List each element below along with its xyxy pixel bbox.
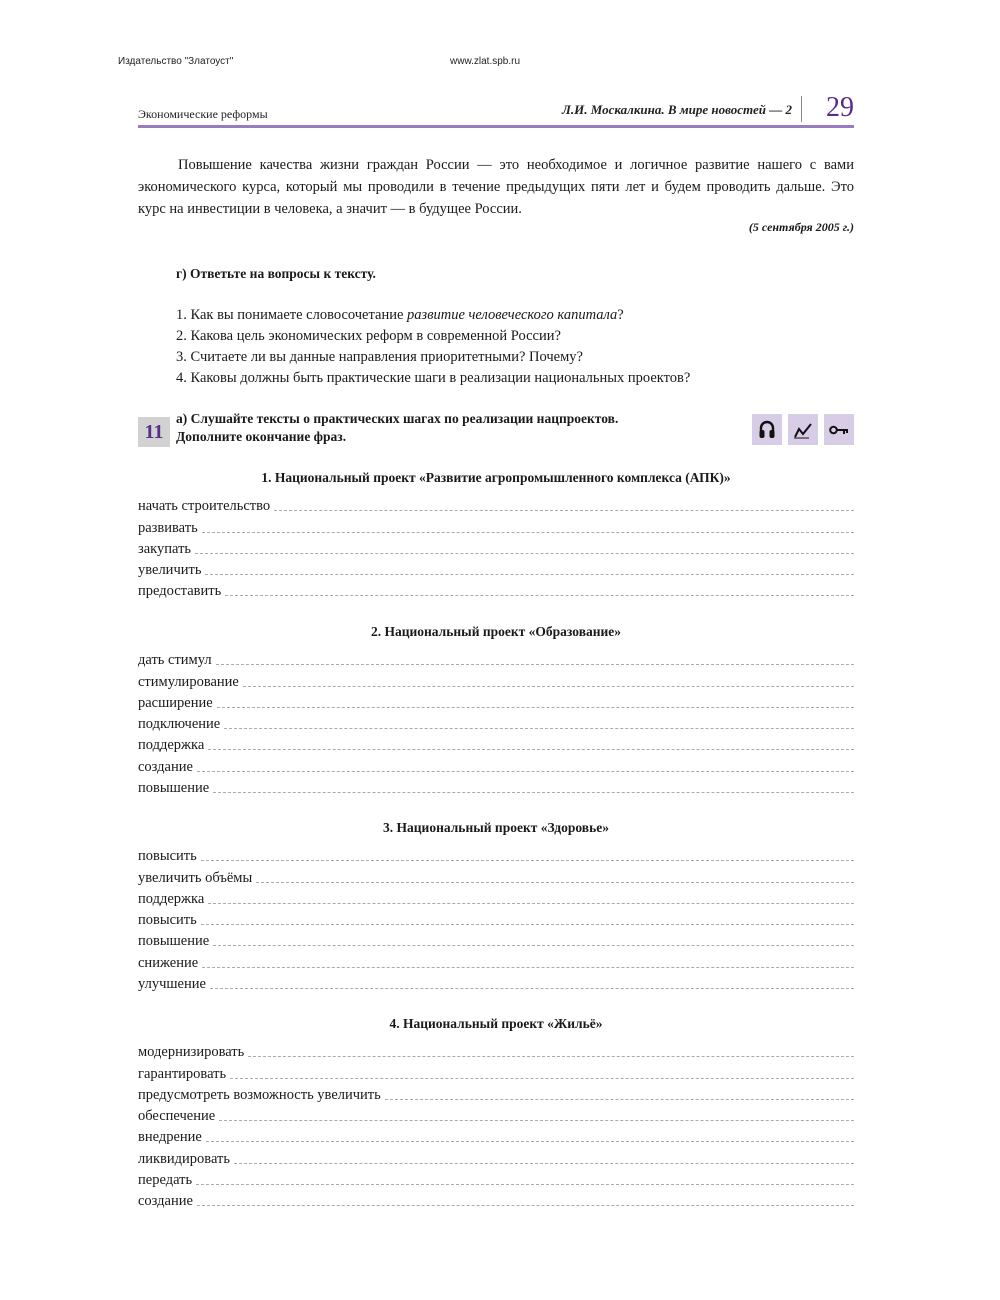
exercise-number: 11 xyxy=(138,417,170,447)
fill-line[interactable]: обеспечение xyxy=(138,1104,854,1125)
fill-line[interactable]: повысить xyxy=(138,908,854,929)
fill-line[interactable]: создание xyxy=(138,1189,854,1210)
fill-line[interactable]: увеличить объёмы xyxy=(138,865,854,886)
blank-field[interactable] xyxy=(208,748,854,750)
exercise-title: а) Слушайте тексты о практических шагах по реализации нацпроектов. Дополните окончание фраз. xyxy=(176,411,619,444)
project-title: 1. Национальный проект «Развитие агропромышленного комплекса (АПК)» xyxy=(261,470,731,485)
fill-line[interactable]: предусмотреть возможность увеличить xyxy=(138,1083,854,1104)
header-rule xyxy=(138,125,854,128)
fill-line[interactable]: предоставить xyxy=(138,579,854,600)
intro-paragraph: Повышение качества жизни граждан России — это необходимое и логичное развитие нашего с вами экономического курса, который мы проводили в течение предыдущих пяти лет и будем проводить дальше. Это курс на инвестиции в человека, а значит — в будущее России. xyxy=(138,157,854,217)
key-icon xyxy=(824,414,854,445)
project-section xyxy=(138,624,854,797)
blank-field[interactable] xyxy=(385,1098,854,1100)
fill-line[interactable]: поддержка xyxy=(138,733,854,754)
fill-line[interactable]: подключение xyxy=(138,712,854,733)
blank-field[interactable] xyxy=(230,1077,854,1079)
question-item: 3. Считаете ли вы данные направления приоритетными? Почему? xyxy=(176,349,583,365)
blank-field[interactable] xyxy=(213,791,854,793)
publisher-website: www.zlat.spb.ru xyxy=(450,56,521,67)
page-number: 29 xyxy=(826,92,854,123)
fill-line[interactable]: передать xyxy=(138,1168,854,1189)
fill-line[interactable]: модернизировать xyxy=(138,1040,854,1061)
blank-field[interactable] xyxy=(201,859,854,861)
blank-field[interactable] xyxy=(197,770,854,772)
fill-line[interactable]: повышение xyxy=(138,929,854,950)
fill-line[interactable]: расширение xyxy=(138,691,854,712)
question-item: 2. Какова цель экономических реформ в современной России? xyxy=(176,328,561,344)
fill-line[interactable]: повысить xyxy=(138,844,854,865)
blank-field[interactable] xyxy=(208,902,854,904)
fill-line[interactable]: ликвидировать xyxy=(138,1146,854,1167)
fill-line[interactable]: внедрение xyxy=(138,1125,854,1146)
blank-field[interactable] xyxy=(202,966,854,968)
fill-line[interactable]: закупать xyxy=(138,537,854,558)
blank-field[interactable] xyxy=(206,1140,854,1142)
running-head xyxy=(138,92,854,128)
blank-field[interactable] xyxy=(202,531,854,533)
fill-line[interactable]: стимулирование xyxy=(138,669,854,690)
blank-field[interactable] xyxy=(210,987,854,989)
section-title: Экономические реформы xyxy=(138,107,268,121)
fill-line[interactable]: снижение xyxy=(138,950,854,971)
fill-line[interactable]: повышение xyxy=(138,776,854,797)
blank-field[interactable] xyxy=(234,1162,854,1164)
blank-field[interactable] xyxy=(205,573,854,575)
fill-line[interactable]: улучшение xyxy=(138,972,854,993)
fill-line[interactable]: развивать xyxy=(138,515,854,536)
blank-field[interactable] xyxy=(217,706,854,708)
task-g-title: г) Ответьте на вопросы к тексту. xyxy=(176,266,376,281)
project-title: 4. Национальный проект «Жильё» xyxy=(389,1016,603,1031)
blank-field[interactable] xyxy=(196,1183,854,1185)
project-section xyxy=(138,1016,854,1210)
headphones-icon xyxy=(752,414,782,445)
fill-line[interactable]: создание xyxy=(138,754,854,775)
book-title: Л.И. Москалкина. В мире новостей — 2 xyxy=(561,102,792,117)
blank-field[interactable] xyxy=(213,944,854,946)
blank-field[interactable] xyxy=(219,1119,854,1121)
blank-field[interactable] xyxy=(248,1055,854,1057)
project-section xyxy=(138,470,854,600)
fill-line[interactable]: гарантировать xyxy=(138,1061,854,1082)
blank-field[interactable] xyxy=(256,881,854,883)
blank-field[interactable] xyxy=(195,552,854,554)
project-title: 2. Национальный проект «Образование» xyxy=(370,624,622,639)
question-item: 1. Как вы понимаете словосочетание развитие человеческого капитала? xyxy=(176,307,624,323)
blank-field[interactable] xyxy=(243,685,854,687)
exercise-icons xyxy=(752,414,854,445)
fill-line[interactable]: увеличить xyxy=(138,558,854,579)
question-item: 4. Каковы должны быть практические шаги в реализации национальных проектов? xyxy=(176,370,691,386)
blank-field[interactable] xyxy=(225,594,854,596)
blank-field[interactable] xyxy=(201,923,854,925)
pencil-writing-icon xyxy=(788,414,818,445)
quote-date: (5 сентября 2005 г.) xyxy=(748,220,854,234)
header-divider xyxy=(801,96,802,122)
project-title: 3. Национальный проект «Здоровье» xyxy=(383,820,609,835)
fill-line[interactable]: начать строительство xyxy=(138,494,854,515)
question-list xyxy=(176,305,856,389)
blank-field[interactable] xyxy=(274,509,854,511)
fill-line[interactable]: поддержка xyxy=(138,887,854,908)
fill-line[interactable]: дать стимул xyxy=(138,648,854,669)
blank-field[interactable] xyxy=(224,727,854,729)
project-section xyxy=(138,820,854,993)
publisher-name: Издательство "Златоуст" xyxy=(118,56,234,67)
blank-field[interactable] xyxy=(197,1204,854,1206)
blank-field[interactable] xyxy=(216,663,854,665)
